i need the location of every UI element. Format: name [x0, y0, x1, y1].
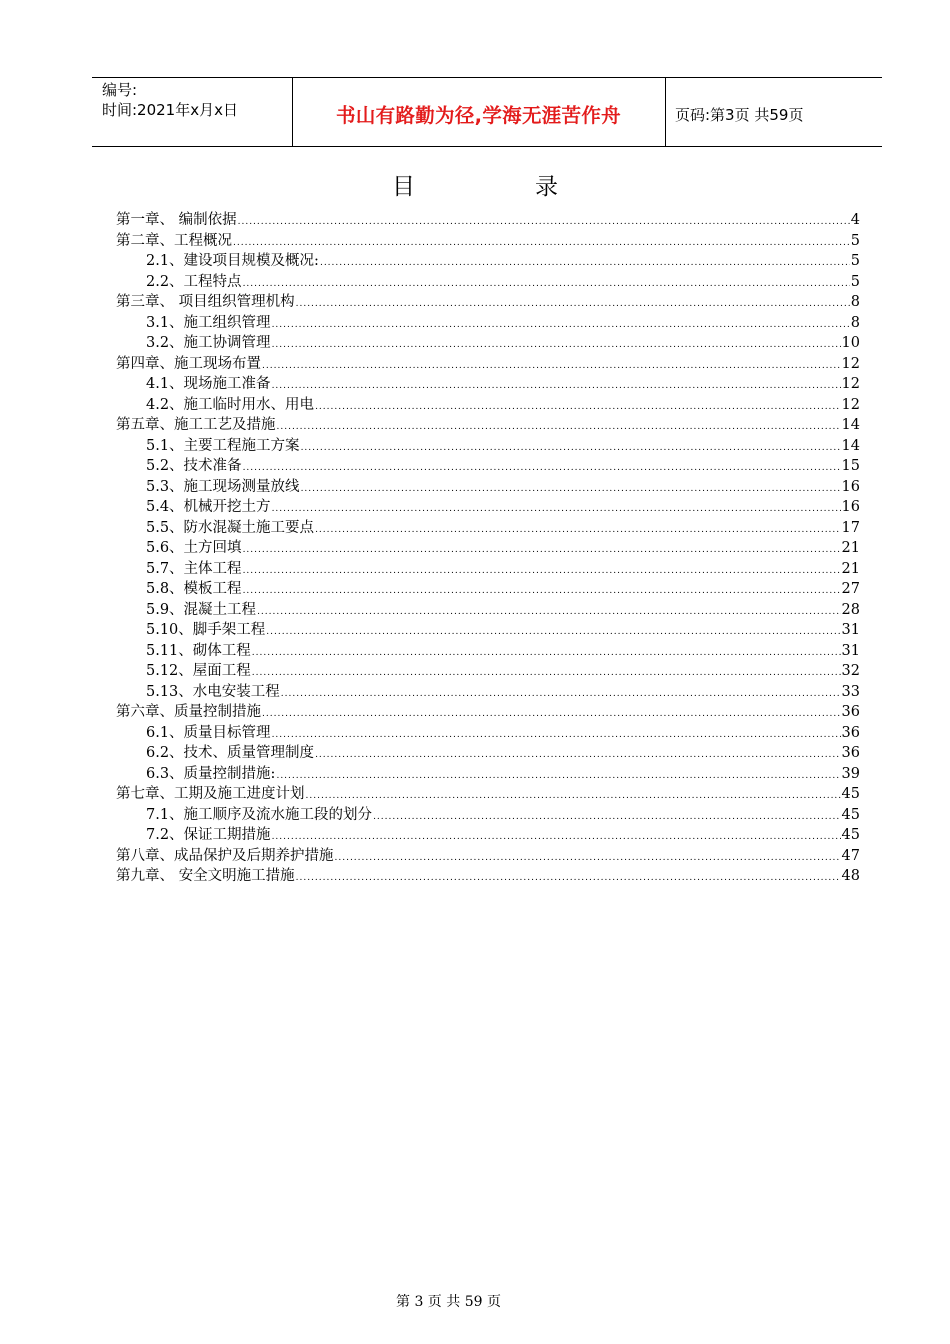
toc-entry[interactable] [116, 641, 860, 662]
toc-entry[interactable] [116, 825, 860, 846]
toc-entry[interactable] [116, 538, 860, 559]
header-meta [102, 80, 238, 120]
page-header [92, 77, 882, 147]
toc-entry-page: 14 [841, 437, 860, 454]
toc-leader-dots [315, 748, 840, 762]
toc-leader-dots [277, 420, 841, 434]
toc-leader-dots [301, 441, 841, 455]
toc-entry-label: 5.3、施工现场测量放线 [146, 478, 300, 495]
toc-leader-dots [262, 359, 841, 373]
toc-entry-page: 5 [850, 253, 860, 269]
toc-entry-label: 2.1、建设项目规模及概况: [146, 253, 319, 269]
toc-leader-dots [301, 482, 841, 496]
table-of-contents [116, 210, 860, 887]
toc-leader-dots [243, 543, 841, 557]
toc-entry-label: 第四章、施工现场布置 [116, 355, 261, 372]
toc-entry[interactable] [116, 497, 860, 518]
toc-entry-page: 21 [841, 540, 860, 556]
toc-entry-page: 36 [841, 745, 860, 761]
toc-entry-label: 5.5、防水混凝土施工要点 [146, 519, 315, 536]
toc-leader-dots [243, 277, 850, 291]
toc-entry-label: 3.1、施工组织管理 [146, 314, 271, 331]
toc-entry-page: 5 [850, 273, 860, 290]
toc-entry-label: 第七章、工期及施工进度计划 [116, 786, 305, 802]
toc-entry-page: 14 [841, 417, 860, 433]
toc-entry-label: 第三章、 项目组织管理机构 [116, 294, 295, 310]
toc-entry[interactable] [116, 723, 860, 744]
toc-entry-page: 47 [841, 847, 860, 864]
toc-entry-page: 28 [841, 601, 860, 618]
toc-entry-label: 6.2、技术、质量管理制度 [146, 745, 315, 761]
toc-entry[interactable] [116, 395, 860, 416]
toc-entry[interactable] [116, 846, 860, 867]
toc-leader-dots [252, 666, 841, 680]
toc-entry-label: 5.12、屋面工程 [146, 663, 251, 679]
toc-leader-dots [276, 769, 840, 783]
toc-leader-dots [257, 605, 840, 619]
toc-entry[interactable] [116, 620, 860, 641]
toc-entry[interactable] [116, 600, 860, 621]
toc-entry-page: 31 [841, 642, 860, 659]
toc-leader-dots [243, 584, 841, 598]
toc-entry[interactable] [116, 251, 860, 272]
toc-leader-dots [243, 461, 841, 475]
toc-entry-page: 45 [841, 806, 860, 823]
toc-entry-page: 17 [841, 519, 860, 536]
toc-entry-page: 15 [841, 458, 860, 474]
toc-entry-page: 12 [841, 396, 860, 413]
toc-leader-dots [272, 338, 841, 352]
toc-entry-page: 45 [841, 827, 860, 843]
toc-leader-dots [238, 215, 850, 229]
toc-title [0, 168, 950, 201]
toc-entry[interactable] [116, 292, 860, 313]
toc-leader-dots [281, 687, 841, 701]
toc-leader-dots [315, 523, 840, 537]
toc-entry[interactable] [116, 477, 860, 498]
toc-entry[interactable] [116, 415, 860, 436]
toc-entry-page: 5 [850, 232, 860, 249]
toc-leader-dots [296, 871, 841, 885]
toc-entry-page: 4 [850, 212, 860, 228]
toc-leader-dots [373, 810, 840, 824]
toc-entry-label: 6.1、质量目标管理 [146, 724, 271, 741]
toc-leader-dots [252, 646, 841, 660]
toc-entry-label: 第八章、成品保护及后期养护措施 [116, 847, 334, 864]
toc-entry[interactable] [116, 661, 860, 682]
toc-entry-page: 33 [841, 683, 860, 700]
toc-entry-label: 第五章、施工工艺及措施 [116, 417, 276, 433]
toc-entry-label: 5.1、主要工程施工方案 [146, 437, 300, 454]
toc-entry-label: 5.7、主体工程 [146, 560, 242, 577]
toc-entry-page: 12 [841, 376, 860, 392]
toc-entry-label: 第六章、质量控制措施 [116, 704, 261, 720]
toc-entry-page: 16 [841, 478, 860, 495]
toc-entry-label: 5.6、土方回填 [146, 540, 242, 556]
toc-entry-page: 36 [841, 704, 860, 720]
toc-entry[interactable] [116, 374, 860, 395]
toc-entry-label: 3.2、施工协调管理 [146, 335, 271, 351]
toc-entry[interactable] [116, 518, 860, 539]
toc-entry[interactable] [116, 784, 860, 805]
toc-entry[interactable] [116, 272, 860, 293]
header-divider [665, 78, 666, 146]
toc-entry[interactable] [116, 354, 860, 375]
toc-entry-label: 6.3、质量控制措施: [146, 765, 276, 782]
toc-entry-page: 8 [850, 294, 860, 310]
toc-entry[interactable] [116, 805, 860, 826]
toc-entry-label: 4.1、现场施工准备 [146, 376, 271, 392]
toc-entry[interactable] [116, 702, 860, 723]
toc-leader-dots [272, 830, 841, 844]
toc-entry-label: 第九章、 安全文明施工措施 [116, 868, 295, 884]
toc-entry[interactable] [116, 210, 860, 231]
toc-entry-page: 8 [850, 314, 860, 331]
toc-entry-label: 5.8、模板工程 [146, 581, 242, 597]
toc-entry-page: 27 [841, 581, 860, 597]
toc-title-left: 目 [392, 174, 415, 200]
toc-entry-label: 7.1、施工顺序及流水施工段的划分 [146, 806, 373, 823]
toc-entry[interactable] [116, 764, 860, 785]
toc-entry-label: 4.2、施工临时用水、用电 [146, 396, 315, 413]
toc-entry-label: 第一章、 编制依据 [116, 212, 237, 228]
document-time-label: 时间:2021年x月x日 [102, 101, 238, 119]
header-motto: 书山有路勤为径,学海无涯苦作舟 [336, 104, 621, 127]
toc-entry-page: 10 [841, 335, 860, 351]
toc-entry-page: 16 [841, 499, 860, 515]
toc-entry[interactable] [116, 559, 860, 580]
toc-entry-label: 2.2、工程特点 [146, 273, 242, 290]
toc-entry-page: 21 [841, 560, 860, 577]
toc-leader-dots [233, 236, 850, 250]
toc-entry-label: 7.2、保证工期措施 [146, 827, 271, 843]
toc-entry-label: 5.2、技术准备 [146, 458, 242, 474]
toc-leader-dots [296, 297, 850, 311]
toc-entry-label: 5.10、脚手架工程 [146, 622, 266, 638]
toc-entry-page: 32 [841, 663, 860, 679]
toc-entry[interactable] [116, 456, 860, 477]
toc-entry[interactable] [116, 333, 860, 354]
toc-entry-label: 第二章、工程概况 [116, 232, 232, 249]
toc-leader-dots [262, 707, 841, 721]
toc-leader-dots [272, 318, 850, 332]
toc-entry[interactable] [116, 866, 860, 887]
page-footer: 第 3 页 共 59 页 [396, 1294, 501, 1310]
toc-leader-dots [335, 851, 841, 865]
toc-leader-dots [315, 400, 840, 414]
toc-leader-dots [243, 564, 841, 578]
toc-entry-label: 5.13、水电安装工程 [146, 683, 280, 700]
toc-entry-label: 5.9、混凝土工程 [146, 601, 257, 618]
toc-entry-label: 5.4、机械开挖土方 [146, 499, 271, 515]
toc-leader-dots [272, 502, 841, 516]
toc-title-right: 录 [535, 174, 558, 200]
toc-entry-page: 39 [841, 765, 860, 782]
toc-entry[interactable] [116, 743, 860, 764]
toc-leader-dots [320, 256, 850, 270]
toc-leader-dots [266, 625, 840, 639]
toc-entry[interactable] [116, 313, 860, 334]
toc-entry[interactable] [116, 436, 860, 457]
toc-entry-label: 5.11、砌体工程 [146, 642, 251, 659]
header-page-info: 页码:第3页 共59页 [675, 106, 804, 124]
toc-entry[interactable] [116, 231, 860, 252]
toc-leader-dots [272, 379, 841, 393]
toc-entry-page: 12 [841, 355, 860, 372]
document-number-label: 编号: [102, 81, 138, 99]
toc-entry-page: 45 [841, 786, 860, 802]
toc-entry-page: 48 [841, 868, 860, 884]
toc-leader-dots [272, 728, 841, 742]
toc-entry[interactable] [116, 579, 860, 600]
toc-entry-page: 36 [841, 724, 860, 741]
toc-entry[interactable] [116, 682, 860, 703]
toc-entry-page: 31 [841, 622, 860, 638]
toc-leader-dots [306, 789, 841, 803]
